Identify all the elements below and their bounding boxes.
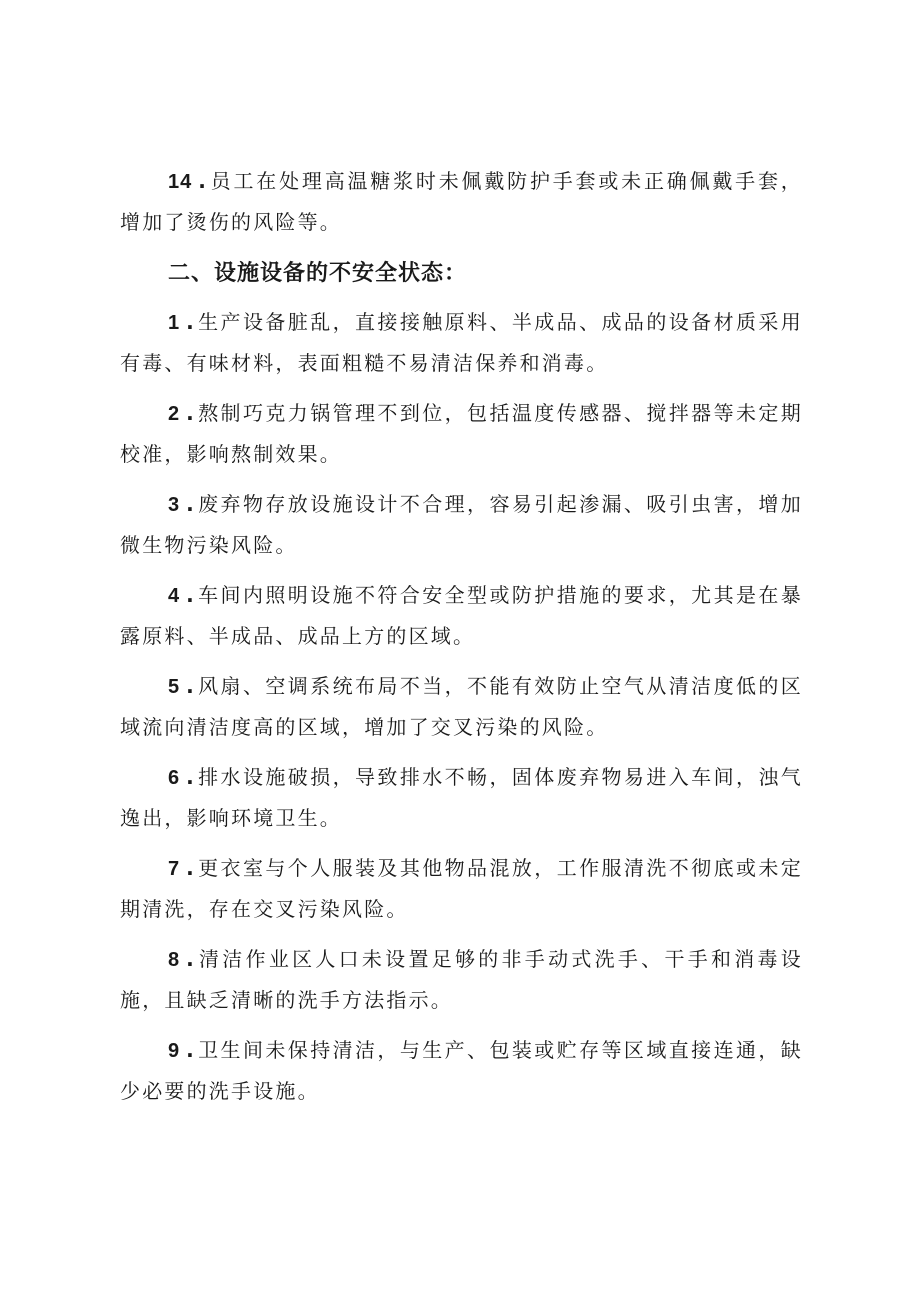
list-item: 1 . 生产设备脏乱，直接接触原料、半成品、成品的设备材质采用有毒、有味材料，表面粗糙不易清洁保养和消毒。 — [120, 310, 803, 375]
list-item: 5 . 风扇、空调系统布局不当，不能有效防止空气从清洁度低的区域流向清洁度高的区域，增加了交叉污染的风险。 — [120, 674, 803, 739]
list-item: 14 . 员工在处理高温糖浆时未佩戴防护手套或未正确佩戴手套，增加了烫伤的风险等。 — [120, 169, 803, 234]
item-number: 8 — [168, 949, 181, 971]
list-item: 9 . 卫生间未保持清洁，与生产、包装或贮存等区域直接连通，缺少必要的洗手设施。 — [120, 1038, 803, 1103]
item-number: 5 — [168, 676, 181, 698]
item-text: 排水设施破损，导致排水不畅，固体废弃物易进入车间，浊气逸出，影响环境卫生。 — [120, 765, 803, 830]
list-item: 7 . 更衣室与个人服装及其他物品混放，工作服清洗不彻底或未定期清洗，存在交叉污染风险。 — [120, 856, 803, 921]
item-number: 4 — [168, 585, 181, 607]
item-number: 3 — [168, 494, 181, 516]
list-item: 4 . 车间内照明设施不符合安全型或防护措施的要求，尤其是在暴露原料、半成品、成品上方的区域。 — [120, 583, 803, 648]
item-number: 7 — [168, 858, 181, 880]
list-item: 3 . 废弃物存放设施设计不合理，容易引起渗漏、吸引虫害，增加微生物污染风险。 — [120, 492, 803, 557]
item-text: 风扇、空调系统布局不当，不能有效防止空气从清洁度低的区域流向清洁度高的区域，增加了交叉污染的风险。 — [120, 674, 803, 739]
item-number: 9 — [168, 1040, 181, 1062]
item-text: 卫生间未保持清洁，与生产、包装或贮存等区域直接连通，缺少必要的洗手设施。 — [120, 1038, 803, 1103]
item-text: 废弃物存放设施设计不合理，容易引起渗漏、吸引虫害，增加微生物污染风险。 — [120, 492, 803, 557]
item-number: 6 — [168, 767, 181, 789]
item-text: 更衣室与个人服装及其他物品混放，工作服清洗不彻底或未定期清洗，存在交叉污染风险。 — [120, 856, 803, 921]
item-text: 员工在处理高温糖浆时未佩戴防护手套或未正确佩戴手套，增加了烫伤的风险等。 — [120, 169, 803, 234]
item-number: 14 — [168, 171, 193, 193]
list-item: 2 . 熬制巧克力锅管理不到位，包括温度传感器、搅拌器等未定期校准，影响熬制效果。 — [120, 401, 803, 466]
item-text: 熬制巧克力锅管理不到位，包括温度传感器、搅拌器等未定期校准，影响熬制效果。 — [120, 401, 803, 466]
item-text: 生产设备脏乱，直接接触原料、半成品、成品的设备材质采用有毒、有味材料，表面粗糙不易清洁保养和消毒。 — [120, 310, 803, 375]
list-item: 6 . 排水设施破损，导致排水不畅，固体废弃物易进入车间，浊气逸出，影响环境卫生。 — [120, 765, 803, 830]
section-heading: 二、设施设备的不安全状态： — [168, 261, 468, 286]
item-number: 2 — [168, 403, 181, 425]
item-text: 车间内照明设施不符合安全型或防护措施的要求，尤其是在暴露原料、半成品、成品上方的区域。 — [120, 583, 803, 648]
item-text: 清洁作业区人口未设置足够的非手动式洗手、干手和消毒设施，且缺乏清晰的洗手方法指示。 — [120, 947, 803, 1012]
document-body — [120, 161, 803, 1121]
list-item: 8 . 清洁作业区人口未设置足够的非手动式洗手、干手和消毒设施，且缺乏清晰的洗手方法指示。 — [120, 947, 803, 1012]
item-number: 1 — [168, 312, 181, 334]
